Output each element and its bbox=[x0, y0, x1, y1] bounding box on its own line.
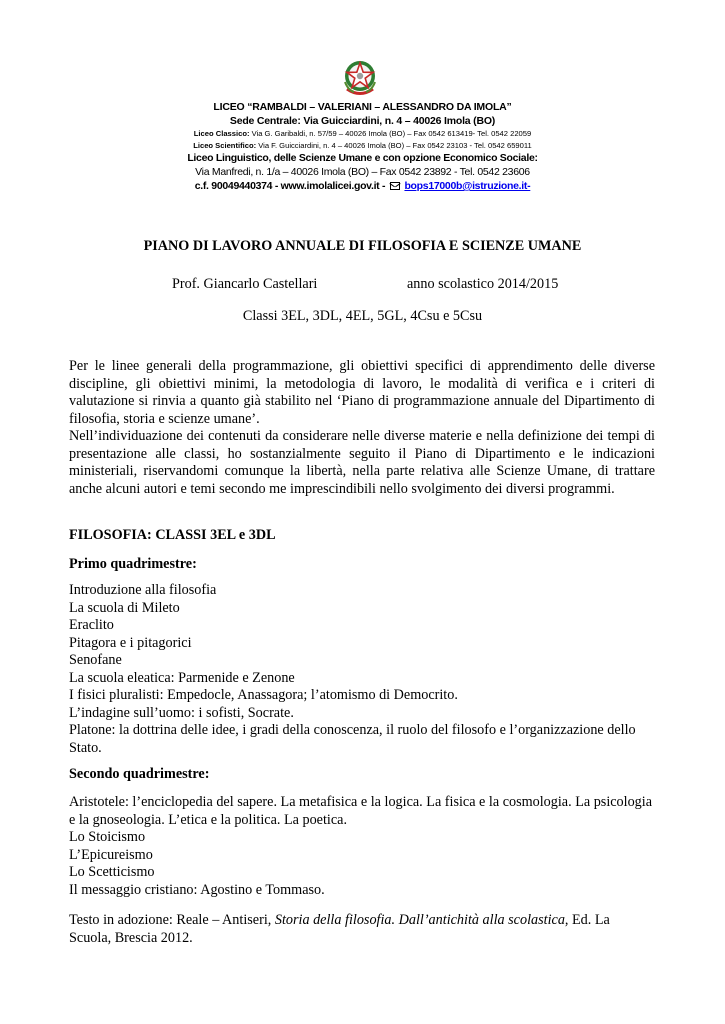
list-item: L’Epicureismo bbox=[69, 846, 153, 863]
classes-line: Classi 3EL, 3DL, 4EL, 5GL, 4Csu e 5Csu bbox=[242, 308, 483, 324]
textbook-prefix: Testo in adozione: Reale – Antiseri, bbox=[69, 912, 275, 928]
list-item: Eraclito bbox=[69, 617, 114, 633]
secondo-quadrimestre-heading: Secondo quadrimestre: bbox=[69, 766, 210, 782]
liceo-linguistico-address: Via Manfredi, n. 1/a – 40026 Imola (BO) – Fax 0542 23892 - Tel. 0542 23606 bbox=[195, 166, 530, 178]
list-item: Senofane bbox=[69, 652, 122, 668]
primo-quadrimestre-list bbox=[69, 582, 659, 757]
intro-paragraph: Per le linee generali della programmazione, gli obiettivi specifici di apprendimento delle diverse discipline, gli obiettivi minimi, la metodologia di lavoro, le modalità di verifica e i criteri di valutazione si rinvia a quanto già stabilito nel ‘Piano di programmazione annuale del Dipartimento di filosofia, storia e scienze umane’. bbox=[69, 358, 655, 427]
liceo-classico-label: Liceo Classico: bbox=[193, 129, 250, 138]
school-name: LICEO “RAMBALDI – VALERIANI – ALESSANDRO DA IMOLA” bbox=[213, 101, 512, 113]
professor-name: Prof. Giancarlo Castellari bbox=[172, 276, 318, 292]
list-item: La scuola eleatica: Parmenide e Zenone bbox=[69, 669, 295, 686]
liceo-scientifico-label: Liceo Scientifico: bbox=[193, 141, 257, 150]
email-link[interactable]: bops17000b@istruzione.it- bbox=[404, 180, 531, 192]
intro-section bbox=[69, 358, 655, 498]
school-year: anno scolastico 2014/2015 bbox=[407, 276, 559, 292]
liceo-classico-text: Via G. Garibaldi, n. 57/59 – 40026 Imola (BO) – Fax 0542 613419- Tel. 0542 22059 bbox=[249, 129, 532, 138]
list-item: L’indagine sull’uomo: i sofisti, Socrate. bbox=[69, 704, 294, 721]
envelope-icon bbox=[390, 182, 400, 190]
main-office: Sede Centrale: Via Guicciardini, n. 4 – 40026 Imola (BO) bbox=[229, 115, 496, 127]
primo-quadrimestre-heading: Primo quadrimestre: bbox=[69, 556, 197, 572]
document-title: PIANO DI LAVORO ANNUALE DI FILOSOFIA E SCIENZE UMANE bbox=[143, 238, 582, 254]
list-item: Il messaggio cristiano: Agostino e Tommaso. bbox=[69, 881, 325, 898]
filosofia-heading: FILOSOFIA: CLASSI 3EL e 3DL bbox=[69, 527, 276, 543]
list-item: Platone: la dottrina delle idee, i gradi della conoscenza, il ruolo del filosofo e l’organizzazione dello Stato. bbox=[69, 722, 636, 756]
liceo-linguistico: Liceo Linguistico, delle Scienze Umane e con opzione Economico Sociale: bbox=[187, 152, 538, 164]
list-item: Introduzione alla filosofia bbox=[69, 582, 217, 598]
list-item: Lo Stoicismo bbox=[69, 829, 146, 845]
list-item: I fisici pluralisti: Empedocle, Anassagora; l’atomismo di Democrito. bbox=[69, 687, 458, 703]
list-item: La scuola di Mileto bbox=[69, 599, 180, 616]
intro-paragraph: Nell’individuazione dei contenuti da considerare nelle diverse materie e nella definizione dei tempi di presentazione alle classi, ho sostanzialmente seguito il Piano di Dipartimento e le indicazioni ministeriali, riservandomi comunque la libertà, nella parte relativa alle Scienze Umane, di trattare anche alcuni autori e temi secondo me imprescindibili nello svolgimento dei diversi programmi. bbox=[69, 428, 655, 497]
textbook-suffix: , Ed. La Scuola, Brescia 2012. bbox=[69, 912, 610, 946]
secondo-quadrimestre-list bbox=[69, 794, 659, 899]
textbook-line bbox=[69, 912, 649, 947]
list-item: Pitagora e i pitagorici bbox=[69, 634, 192, 651]
list-item: Aristotele: l’enciclopedia del sapere. La metafisica e la logica. La fisica e la cosmologia. La psicologia e la gnoseologia. L’etica e la politica. La poetica. bbox=[69, 794, 653, 828]
liceo-scientifico-line bbox=[120, 141, 605, 150]
textbook-title: Storia della filosofia. Dall’antichità alla scolastica bbox=[274, 912, 565, 928]
contact-line bbox=[120, 180, 605, 192]
italian-republic-emblem-icon bbox=[342, 58, 378, 96]
cf-web: c.f. 90049440374 - www.imolalicei.gov.it - bbox=[194, 180, 388, 192]
liceo-scientifico-text: Via F. Guicciardini, n. 4 – 40026 Imola (BO) – Fax 0542 23103 - Tel. 0542 659011 bbox=[256, 141, 532, 150]
list-item: Lo Scetticismo bbox=[69, 864, 155, 880]
liceo-classico-line bbox=[120, 129, 605, 138]
